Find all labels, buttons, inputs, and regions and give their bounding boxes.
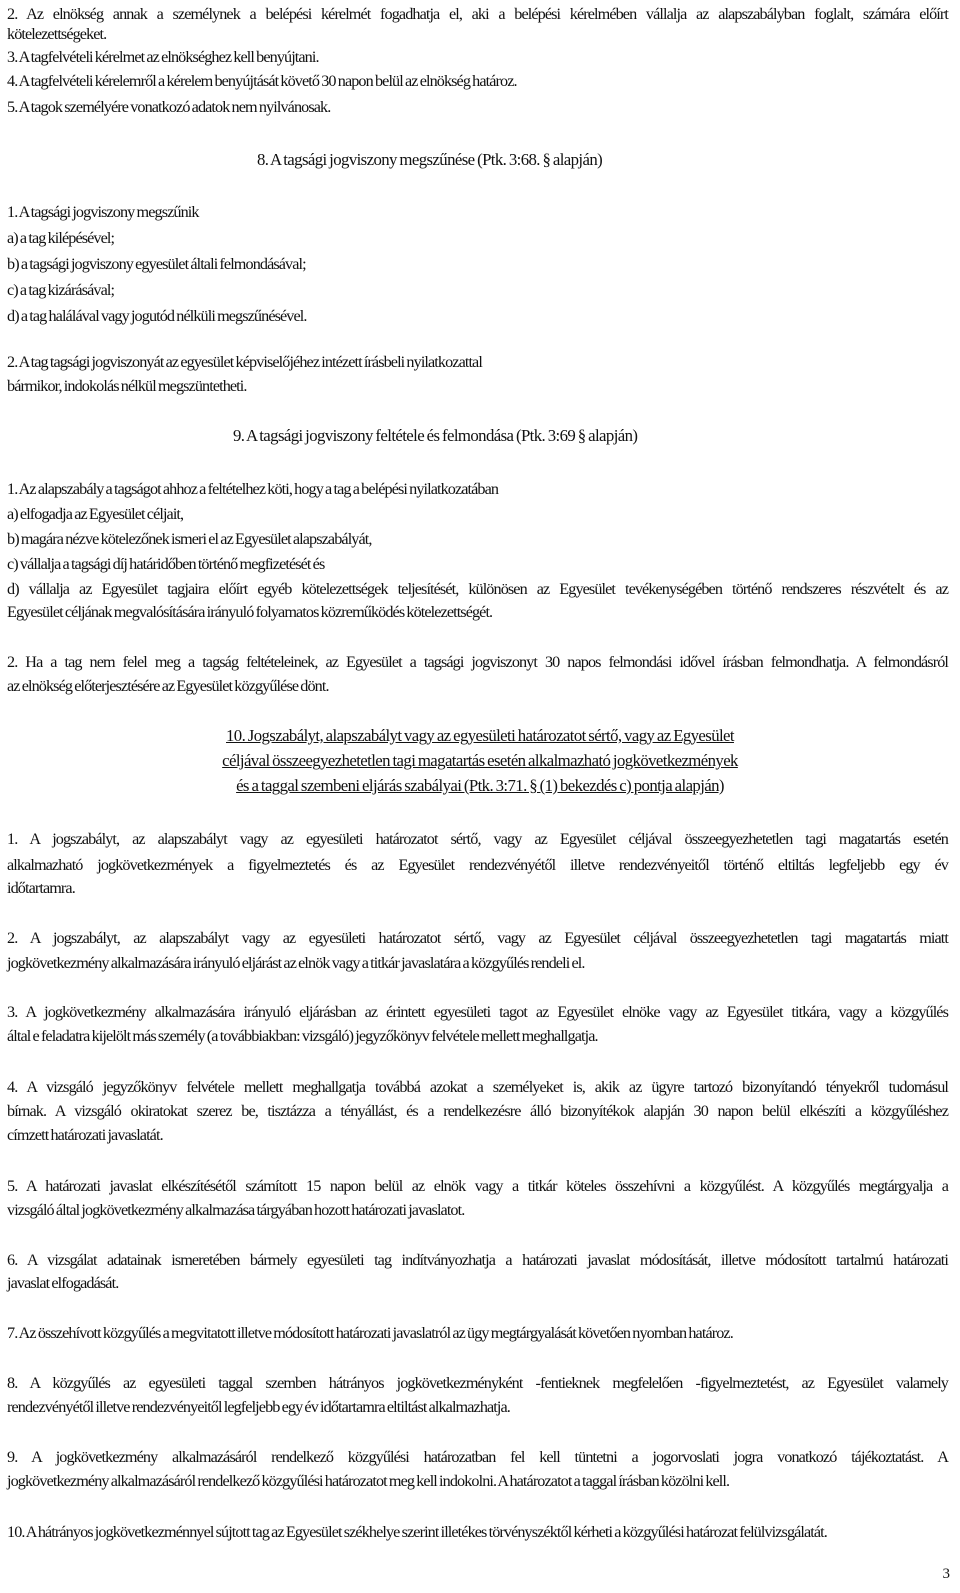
section-8-heading: 8. A tagsági jogviszony megszűnése (Ptk. 3:68. § alapján) xyxy=(257,150,603,169)
paragraph-line: 1. A jogszabályt, az alapszabályt vagy az egyesületi határozatot sértő, vagy az Egyesület céljával összeegyezhetetlen tagi magatartás esetén xyxy=(7,830,948,848)
paragraph-line: 2. Ha a tag nem felel meg a tagság feltételeinek, az Egyesület a tagsági jogviszonyt 30 napos felmondási idővel írásban felmondhatja. A felmondásról xyxy=(7,653,948,671)
paragraph-line: d) a tag halálával vagy jogutód nélküli megszűnésével. xyxy=(7,307,307,325)
paragraph-line: d) vállalja az Egyesület tagjaira előírt egyéb kötelezettségek teljesítését, különösen az Egyesület tevékenységében történő rendszeres részvételt és az xyxy=(7,580,948,598)
paragraph-line: 1. Az alapszabály a tagságot ahhoz a feltételhez köti, hogy a tag a belépési nyilatkozatában xyxy=(7,480,499,498)
paragraph-line: kötelezettségeket. xyxy=(7,25,107,43)
paragraph-line: bármikor, indokolás nélkül megszüntetheti. xyxy=(7,377,247,395)
paragraph-line: jogkövetkezmény alkalmazására irányuló eljárást az elnök vagy a titkár javaslatára a közgyűlés rendeli el. xyxy=(7,954,585,972)
paragraph-line: vizsgáló által jogkövetkezmény alkalmazása tárgyában hozott határozati javaslatot. xyxy=(7,1201,465,1219)
paragraph-line: 4. A tagfelvételi kérelemről a kérelem benyújtását követő 30 napon belül az elnökség határoz. xyxy=(7,72,517,90)
paragraph-line: 2. A jogszabályt, az alapszabályt vagy az egyesületi határozatot sértő, vagy az Egyesület céljával összeegyezhetetlen tagi magatartás miatt xyxy=(7,929,948,947)
paragraph-line: a) elfogadja az Egyesület céljait, xyxy=(7,505,184,523)
page-number: 3 xyxy=(942,1566,950,1582)
section-10-heading-line: és a taggal szembeni eljárás szabályai (Ptk. 3:71. § (1) bekezdés c) pontja alapján) xyxy=(236,776,724,795)
paragraph-line: rendezvényétől illetve rendezvényeitől legfeljebb egy év időtartamra eltiltást alkalmazhatja. xyxy=(7,1398,510,1416)
paragraph-line: c) vállalja a tagsági díj határidőben történő megfizetését és xyxy=(7,555,325,573)
section-10-heading-line: 10. Jogszabályt, alapszabályt vagy az egyesületi határozatot sértő, vagy az Egyesület xyxy=(226,726,734,745)
paragraph-line: 2. Az elnökség annak a személynek a belépési kérelmét fogadhatja el, aki a belépési kérelmében vállalja az alapszabályban foglalt, számára előírt xyxy=(7,5,948,23)
paragraph-line: b) a tagsági jogviszony egyesület általi felmondásával; xyxy=(7,255,306,273)
paragraph-line: 5. A tagok személyére vonatkozó adatok nem nyilvánosak. xyxy=(7,98,331,116)
paragraph-line: 1. A tagsági jogviszony megszűnik xyxy=(7,203,199,221)
paragraph-line: alkalmazható jogkövetkezmények a figyelmeztetés és az Egyesület rendezvényétől illetve rendezvényeitől történő eltiltás legfeljebb egy év xyxy=(7,856,948,874)
paragraph-line: jogkövetkezmény alkalmazásáról rendelkező közgyűlési határozatot meg kell indokolni. A határozatot a taggal írásban közölni kell. xyxy=(7,1472,730,1490)
paragraph-line: 8. A közgyűlés az egyesületi taggal szemben hátrányos jogkövetkezményként -fentieknek megfelelően -figyelmeztetést, az Egyesület valamely xyxy=(7,1374,948,1392)
paragraph-line: 3. A jogkövetkezmény alkalmazására irányuló eljárásban az érintett egyesületi tagot az Egyesület elnöke vagy az Egyesület titkára, vagy a közgyűlés xyxy=(7,1003,948,1021)
paragraph-line: 2. A tag tagsági jogviszonyát az egyesület képviselőjéhez intézett írásbeli nyilatkozattal xyxy=(7,353,482,371)
paragraph-line: időtartamra. xyxy=(7,879,75,897)
paragraph-line: c) a tag kizárásával; xyxy=(7,281,115,299)
paragraph-line: 9. A jogkövetkezmény alkalmazásáról rendelkező közgyűlési határozatban fel kell tüntetni a jogorvoslati jogra vonatkozó tájékoztatást. A xyxy=(7,1448,948,1466)
paragraph-line: bírnak. A vizsgáló okiratokat szerez be, tisztázza a tényállást, és a rendelkezésre álló bizonyítékok alapján 30 napon belül elkészíti a közgyűléshez xyxy=(7,1102,948,1120)
paragraph-line: 10. A hátrányos jogkövetkezménnyel sújtott tag az Egyesület székhelye szerint illetékes törvényszéktől kérheti a közgyűlési határozat felülvizsgálatát. xyxy=(7,1523,827,1541)
paragraph-line: b) magára nézve kötelezőnek ismeri el az Egyesület alapszabályát, xyxy=(7,530,372,548)
paragraph-line: Egyesület céljának megvalósítására irányuló folyamatos közreműködés kötelezettségét. xyxy=(7,603,493,621)
section-10-heading-line: céljával összeegyezhetetlen tagi magatartás esetén alkalmazható jogkövetkezmények xyxy=(222,751,738,770)
paragraph-line: címzett határozati javaslatát. xyxy=(7,1126,163,1144)
paragraph-line: 7. Az összehívott közgyűlés a megvitatott illetve módosított határozati javaslatról az ügy megtárgyalását követően nyomban határoz. xyxy=(7,1324,733,1342)
paragraph-line: az elnökség előterjesztésére az Egyesület közgyűlése dönt. xyxy=(7,677,329,695)
section-9-heading: 9. A tagsági jogviszony feltétele és felmondása (Ptk. 3:69 § alapján) xyxy=(233,426,638,445)
paragraph-line: 5. A határozati javaslat elkészítésétől számított 15 napon belül az elnök vagy a titkár köteles összehívni a közgyűlést. A közgyűlés megtárgyalja a xyxy=(7,1177,948,1195)
paragraph-line: javaslat elfogadását. xyxy=(7,1274,119,1292)
paragraph-line: 4. A vizsgáló jegyzőkönyv felvétele mellett meghallgatja továbbá azokat a személyeket is, akik az ügyre tartozó bizonyítandó tényekről tudomásul xyxy=(7,1078,948,1096)
paragraph-line: 3. A tagfelvételi kérelmet az elnökséghez kell benyújtani. xyxy=(7,48,319,66)
paragraph-line: által e feladatra kijelölt más személy (a továbbiakban: vizsgáló) jegyzőkönyv felvétele mellett meghallgatja. xyxy=(7,1027,598,1045)
paragraph-line: 6. A vizsgálat adatainak ismeretében bármely egyesületi tag indítványozhatja a határozati javaslat módosítását, illetve módosított tartalmú határozati xyxy=(7,1251,948,1269)
paragraph-line: a) a tag kilépésével; xyxy=(7,229,115,247)
